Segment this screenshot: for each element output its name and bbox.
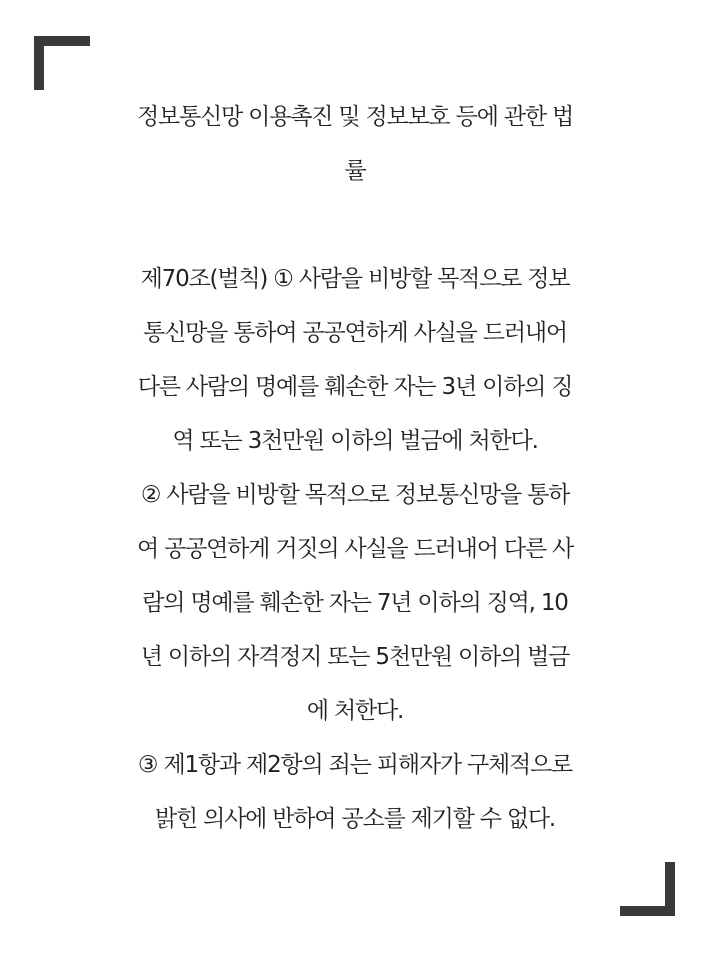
body-line: ③ 제1항과 제2항의 죄는 피해자가 구체적으로 [137,752,573,778]
body-line: 람의 명예를 훼손한 자는 7년 이하의 징역, 10 [142,590,568,616]
title-line: 정보통신망 이용촉진 및 정보보호 등에 관한 법 [136,104,573,130]
body-line: 밝힌 의사에 반하여 공소를 제기할 수 없다. [154,806,556,832]
body-line: 년 이하의 자격정지 또는 5천만원 이하의 벌금 [140,644,570,670]
article-70-text [95,252,615,846]
body-line: 여 공공연하게 거짓의 사실을 드러내어 다른 사 [136,536,573,562]
body-line: 역 또는 3천만원 이하의 벌금에 처한다. [172,428,538,454]
law-title [95,90,615,198]
title-line: 률 [344,158,366,184]
body-line: 제70조(벌칙) ① 사람을 비방할 목적으로 정보 [140,266,570,292]
law-text-block [95,90,615,846]
corner-bracket-top-left-vertical [34,36,44,90]
body-line: ② 사람을 비방할 목적으로 정보통신망을 통하 [140,482,570,508]
body-line: 다른 사람의 명예를 훼손한 자는 3년 이하의 징 [137,374,573,400]
body-line: 통신망을 통하여 공공연하게 사실을 드러내어 [143,320,567,346]
body-line: 에 처한다. [306,698,404,724]
spacer [95,198,615,252]
corner-bracket-bottom-right-vertical [665,862,675,916]
